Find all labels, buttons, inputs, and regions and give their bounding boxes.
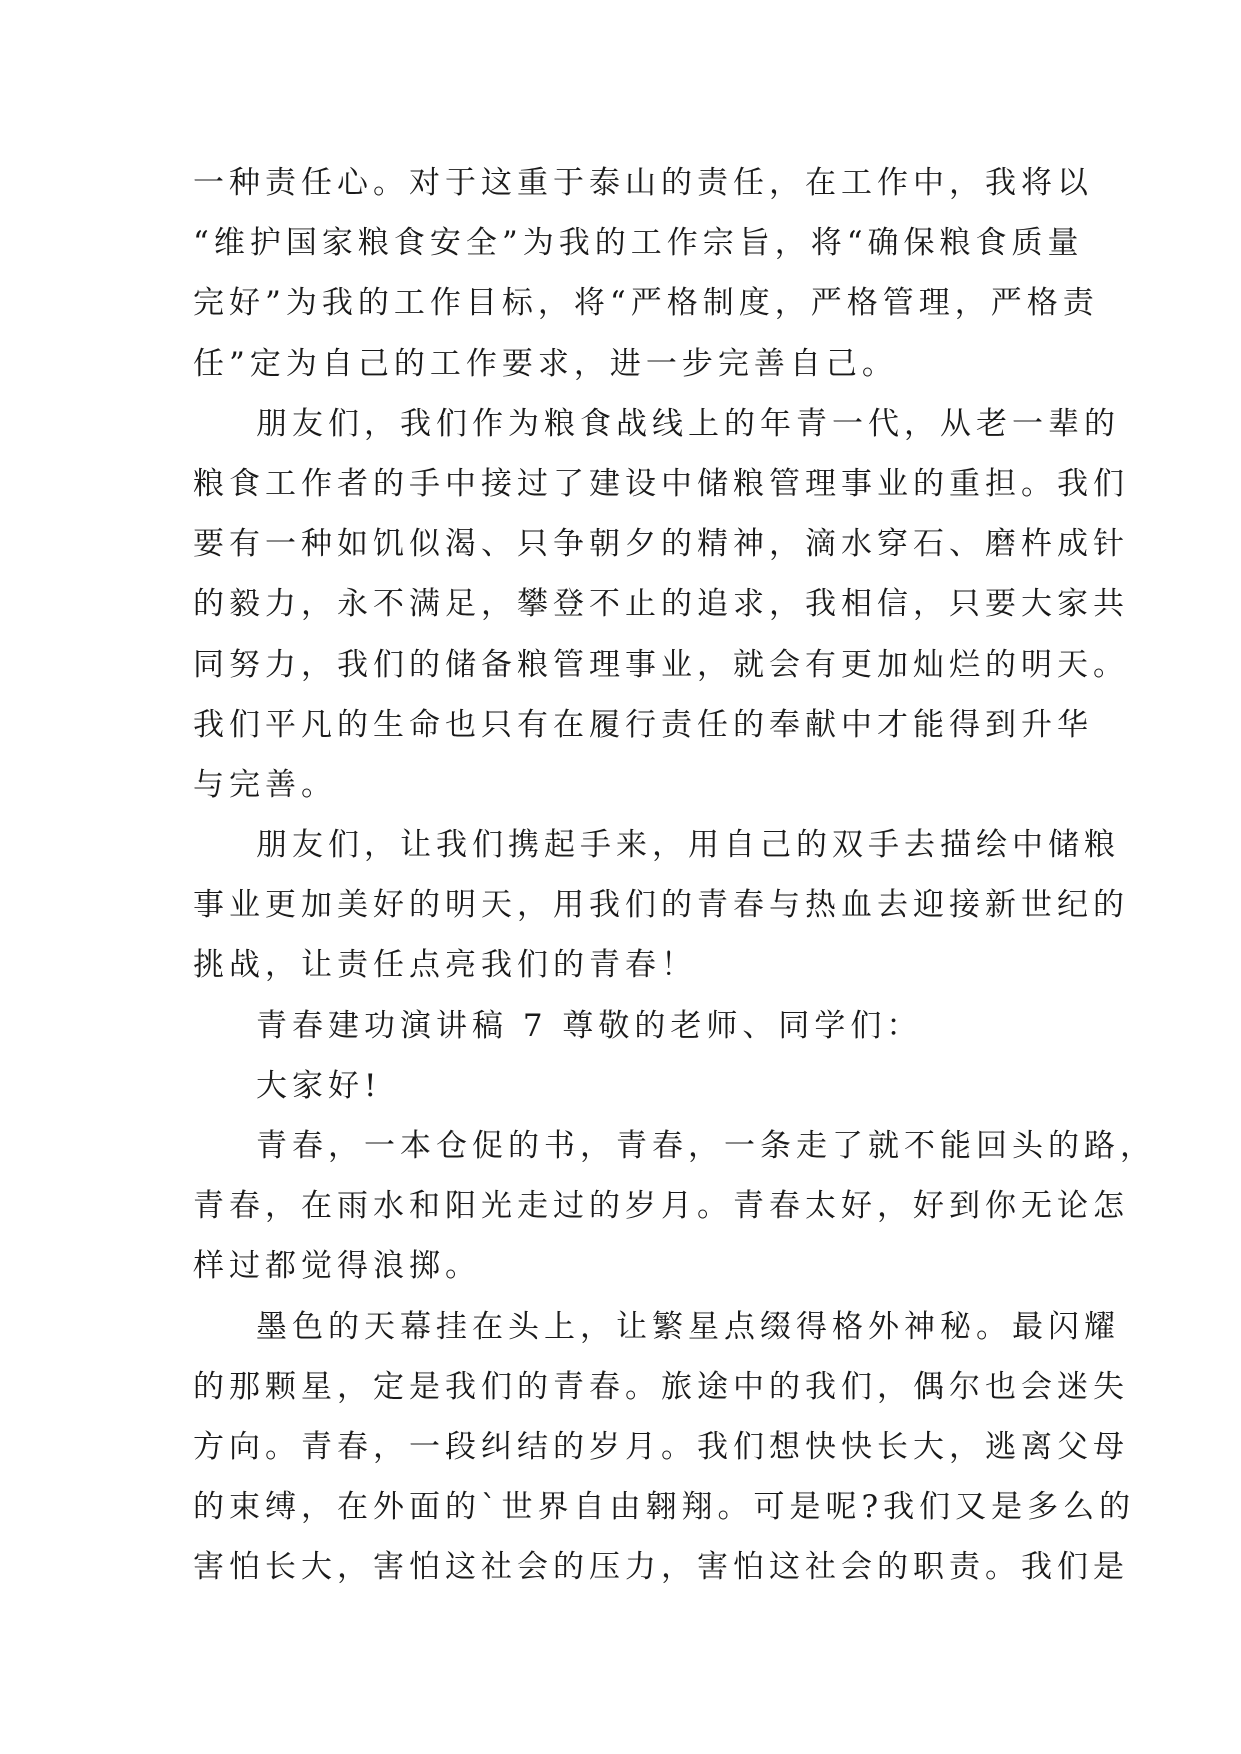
text-line: 要有一种如饥似渴、只争朝夕的精神，滴水穿石、磨杵成针 xyxy=(193,526,1129,563)
text-line: 与完善。 xyxy=(193,766,337,803)
text-line: 样过都觉得浪掷。 xyxy=(193,1248,481,1285)
text-line: 我们平凡的生命也只有在履行责任的奉献中才能得到升华 xyxy=(193,706,1093,743)
text-line: 任”定为自己的工作要求，进一步完善自己。 xyxy=(193,345,898,382)
text-line: 青春，在雨水和阳光走过的岁月。青春太好，好到你无论怎 xyxy=(193,1188,1129,1225)
text-line: 同努力，我们的储备粮管理事业，就会有更加灿烂的明天。 xyxy=(193,646,1129,683)
text-line: 害怕长大，害怕这社会的压力，害怕这社会的职责。我们是 xyxy=(193,1549,1129,1586)
text-line: 的束缚，在外面的`世界自由翱翔。可是呢?我们又是多么的 xyxy=(193,1489,1136,1526)
document-body xyxy=(193,153,1156,1598)
text-line: 青春，一本仓促的书，青春，一条走了就不能回头的路， xyxy=(256,1128,1156,1164)
text-line: 青春建功演讲稿 7 尊敬的老师、同学们： xyxy=(256,1007,923,1044)
text-line: 一种责任心。对于这重于泰山的责任，在工作中，我将以 xyxy=(193,165,1093,201)
text-line: 的那颗星，定是我们的青春。旅途中的我们，偶尔也会迷失 xyxy=(193,1368,1129,1405)
text-line: 墨色的天幕挂在头上，让繁星点缀得格外神秘。最闪耀 xyxy=(256,1308,1120,1345)
text-line: 的毅力，永不满足，攀登不止的追求，我相信，只要大家共 xyxy=(193,586,1129,623)
text-line: 事业更加美好的明天，用我们的青春与热血去迎接新世纪的 xyxy=(193,887,1129,924)
text-line: 方向。青春，一段纠结的岁月。我们想快快长大，逃离父母 xyxy=(193,1428,1129,1465)
text-line: 朋友们，让我们携起手来，用自己的双手去描绘中储粮 xyxy=(256,827,1120,864)
text-line: “维护国家粮食安全”为我的工作宗旨，将“确保粮食质量 xyxy=(193,225,1084,262)
text-line: 挑战，让责任点亮我们的青春！ xyxy=(193,947,697,984)
text-line: 粮食工作者的手中接过了建设中储粮管理事业的重担。我们 xyxy=(193,465,1129,502)
text-line: 完好”为我的工作目标，将“严格制度，严格管理，严格责 xyxy=(193,285,1099,322)
text-line: 朋友们，我们作为粮食战线上的年青一代，从老一辈的 xyxy=(256,405,1120,442)
text-line: 大家好! xyxy=(256,1067,382,1104)
